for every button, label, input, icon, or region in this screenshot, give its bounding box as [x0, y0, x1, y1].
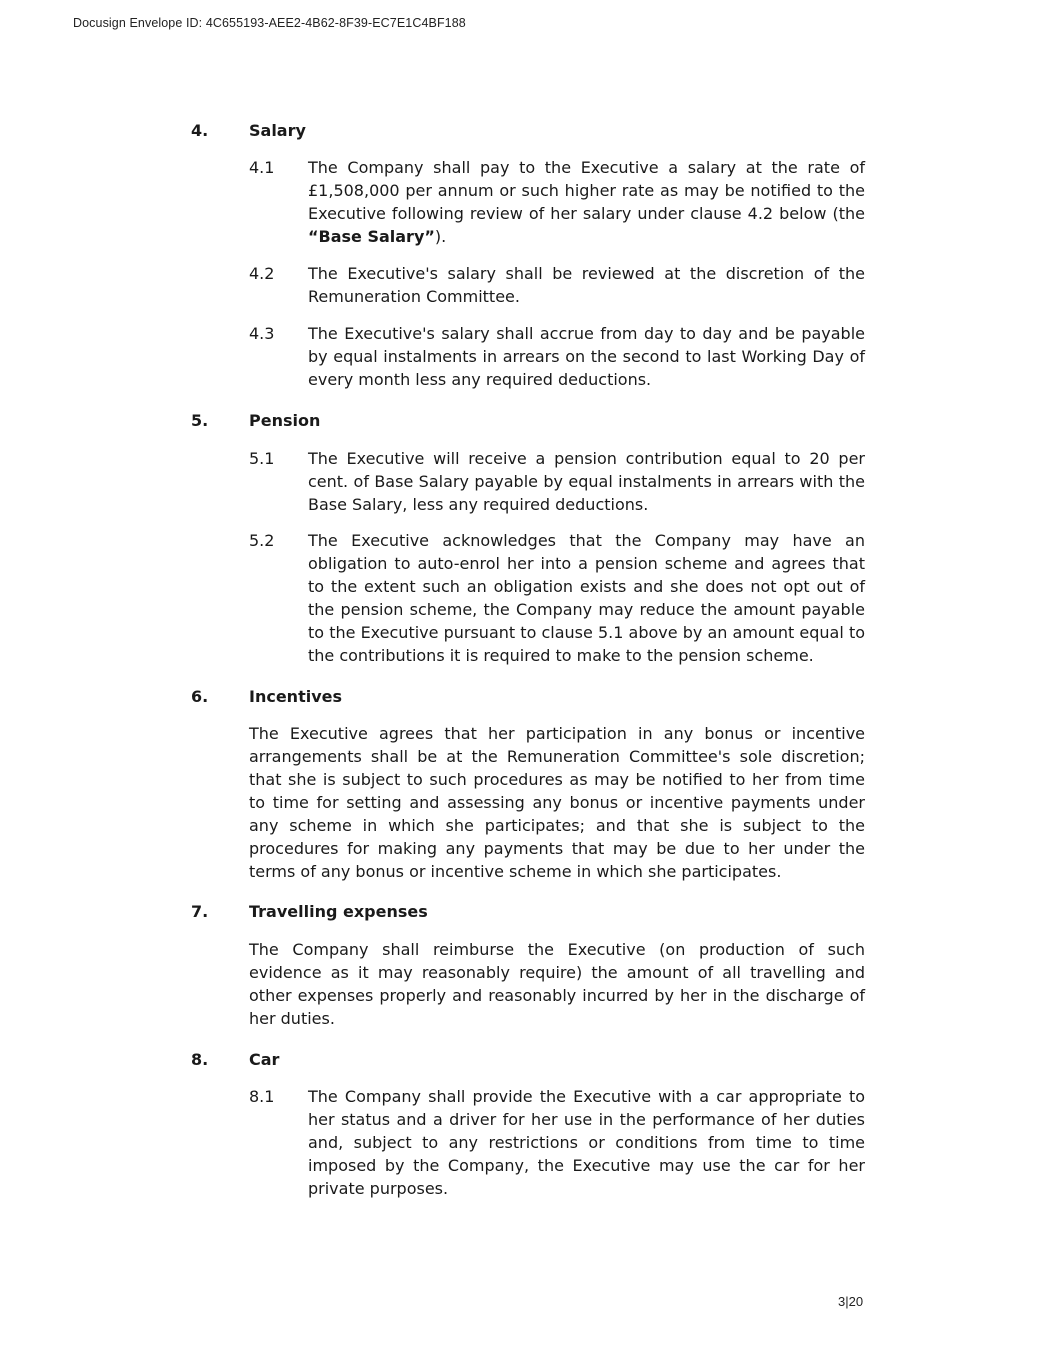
- travelling-expenses-text: The Company shall reimburse the Executive (on production of such evidence as it may reasonably require) the amount of all travelling and other expenses properly and reasonably incurred by her in the discharge of her duties.: [249, 940, 865, 1028]
- section-title: Car: [249, 1050, 280, 1069]
- section-number: 8.: [191, 1050, 209, 1069]
- section-title: Incentives: [249, 687, 343, 706]
- defined-term-base-salary: “Base Salary”: [308, 227, 435, 246]
- docusign-envelope-id: Docusign Envelope ID: 4C655193-AEE2-4B62-8F39-EC7E1C4BF188: [73, 16, 466, 30]
- clause-4-1-text-main: The Company shall pay to the Executive a salary at the rate of £1,508,000 per annum or such higher rate as may be notified to the Executive following review of her salary under clause 4.2 below (the: [308, 158, 865, 223]
- section-number: 5.: [191, 411, 209, 430]
- clause-4-1-text-end: ).: [434, 227, 447, 246]
- clause-5-1-text: The Executive will receive a pension contribution equal to 20 per cent. of Base Salary payable by equal instalments in arrears with the Base Salary, less any required deductions.: [308, 449, 865, 514]
- clause-number-4-1: 4.1: [249, 158, 275, 177]
- page-number: 3|20: [838, 1294, 864, 1309]
- section-number: 7.: [191, 902, 209, 921]
- clause-5-2-text: The Executive acknowledges that the Company may have an obligation to auto-enrol her into a pension scheme and agrees that to the extent such an obligation exists and she does not opt out of the pension scheme, the Company may reduce the amount payable to the Executive pursuant to clause 5.1 above by an amount equal to the contributions it is required to make to the pension scheme.: [308, 531, 865, 665]
- clause-4-3-text: The Executive's salary shall accrue from day to day and be payable by equal instalments in arrears on the second to last Working Day of every month less any required deductions.: [308, 324, 865, 389]
- clause-number-4-2: 4.2: [249, 264, 275, 283]
- section-title: Pension: [249, 411, 321, 430]
- section-title: Salary: [249, 121, 306, 140]
- section-number: 6.: [191, 687, 209, 706]
- clause-8-1-text: The Company shall provide the Executive with a car appropriate to her status and a driver for her use in the performance of her duties and, subject to any restrictions or conditions from time to time imposed by the Company, the Executive may use the car for her private purposes.: [308, 1087, 865, 1198]
- clause-number-5-2: 5.2: [249, 531, 275, 550]
- incentives-text: The Executive agrees that her participation in any bonus or incentive arrangements shall be at the Remuneration Committee's sole discretion; that she is subject to such procedures as may be notified to her from time to time for setting and assessing any bonus or incentive payments under any scheme in which she participates; and that she is subject to the procedures for making any payments that may be due to her under the terms of any bonus or incentive scheme in which she participates.: [249, 724, 865, 881]
- clause-number-8-1: 8.1: [249, 1087, 275, 1106]
- clause-number-5-1: 5.1: [249, 449, 275, 468]
- section-title: Travelling expenses: [249, 902, 428, 921]
- clause-4-1-text: [308, 156, 865, 248]
- clause-number-4-3: 4.3: [249, 324, 275, 343]
- clause-4-2-text: The Executive's salary shall be reviewed at the discretion of the Remuneration Committee.: [308, 264, 865, 306]
- section-number: 4.: [191, 121, 209, 140]
